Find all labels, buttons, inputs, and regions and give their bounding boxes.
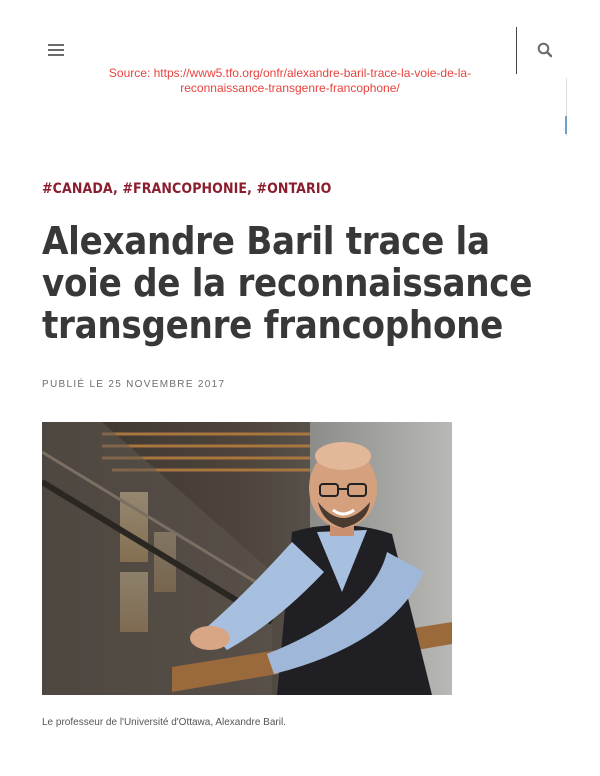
hamburger-menu-icon[interactable]: [48, 44, 64, 56]
header-divider: [516, 27, 517, 74]
source-note[interactable]: Source: https://www5.tfo.org/onfr/alexandre-baril-trace-la-voie-de-la-reconnaissance-transgenre-francophone/: [108, 66, 472, 95]
tag-ontario[interactable]: #ONTARIO: [256, 181, 332, 197]
search-icon[interactable]: [536, 41, 554, 59]
tag-francophonie[interactable]: #FRANCOPHONIE: [122, 181, 248, 197]
article-tags: [42, 181, 331, 197]
article-title: Alexandre Baril trace la voie de la reconnaissance transgenre francophone: [42, 219, 533, 347]
tag-canada[interactable]: #CANADA: [42, 181, 114, 197]
tag-separator: ,: [113, 181, 123, 197]
publish-date: PUBLIÉ LE 25 NOVEMBRE 2017: [42, 379, 226, 390]
photo-caption: Le professeur de l'Université d'Ottawa, Alexandre Baril.: [42, 717, 286, 728]
tag-separator: ,: [247, 181, 257, 197]
scroll-indicator[interactable]: [565, 116, 567, 134]
article-photo: [42, 422, 452, 695]
